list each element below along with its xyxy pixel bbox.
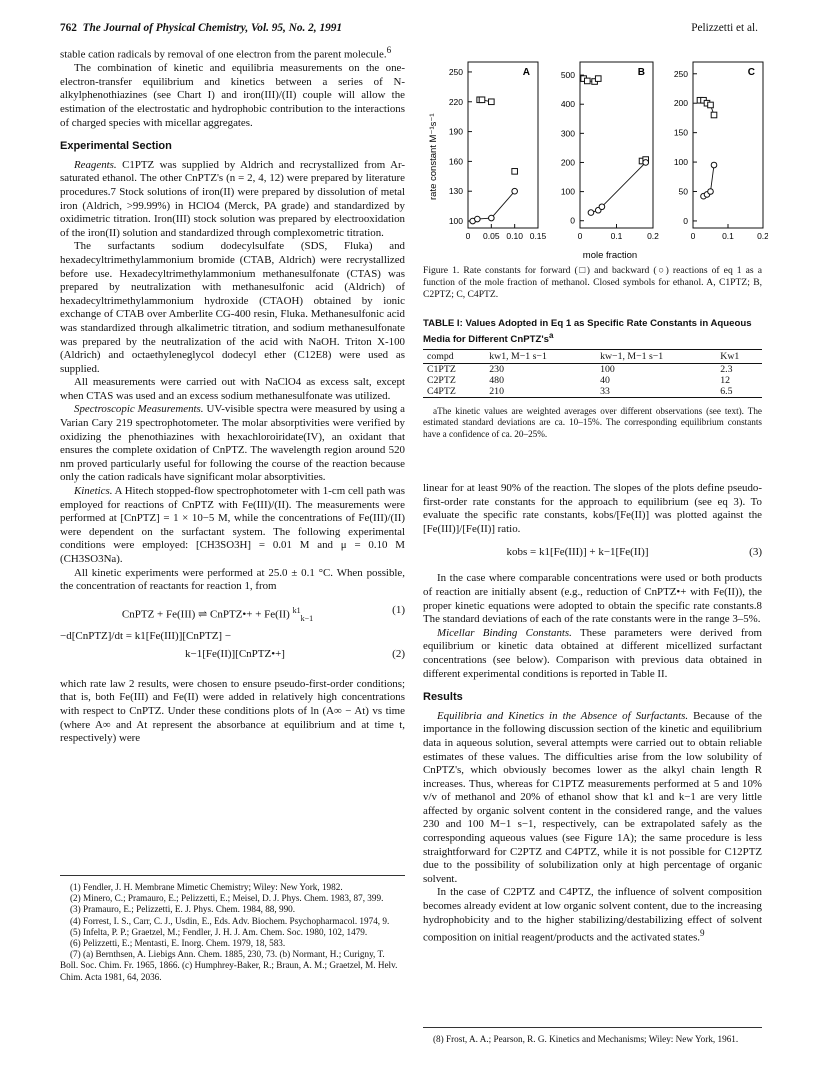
y-tick-label: 50 [678, 186, 688, 197]
table-row [423, 386, 762, 398]
footnote: (7) (a) Bernthsen, A. Liebigs Ann. Chem. 1885, 230, 73. (b) Normant, H.; Curigny, T. Boll. Soc. Chim. Fr. 1965, 1866. (c) Humphrey-Baker, R.; Braun, A. M.; Graetzel, M. Helv. Chim. Acta 1981, 64, 2036. [60, 949, 398, 982]
figure-1-plots [418, 50, 768, 265]
paragraph-surfactants: The surfactants sodium dodecylsulfate (SDS, Fluka) and hexadecyltrimethylammonium bromide (CTAB, Aldrich) were recrystallized before use. Hexadecyltrimethylammonium methanesulfonate (CTAS) was prepared by neutralization with methanesulfonic acid (Aldrich) of hexadecyltrimethylammonium hydroxide (CTAOH) obtained by ionic exchange of CTAB over Amberlite CG-400 resin, Fluka. Methanesulfonic acid was standardized through alkalimetric titration, and sodium methanesulfonate was prepared by the neutralization of the acid with NaOH. Triton X-100 (Aldrich) and octaethyleneglycol dodecyl ether (C12E8) were used as supplied. [60, 240, 405, 375]
table-row [423, 364, 762, 376]
paragraph-equilibria: Equilibria and Kinetics in the Absence of Surfactants. Because of the importance in the following discussion section of the kinetic and equilibrium data in aqueous solution, several attempts were carried out to obtain reliable estimates of these values. The difficulties arise from the low solubility of CnPTZ's, which obviously becomes lower as the alkyl chain length R increases. Thus, whereas for C1PTZ measurements performed at 5 and 10% v/v of methanol and 20% of ethanol show that k1 and k−1 are very little affected by organic solvent content in the considered range, and the values 230 and 100 M−1 s−1, respectively, can be extrapolated safely as the corresponding aqueous values (see Figure 1A); the same procedure is less straightforward for C2PTZ and C4PTZ, while it is not possible for C12PTZ due to the possibility of solubilization only at high percentage of organic solvent. [423, 709, 762, 885]
equation-2-line-1: −d[CnPTZ]/dt = k1[Fe(III)][CnPTZ] − [60, 629, 232, 642]
paragraph-intro-1: stable cation radicals by removal of one electron from the parent molecule.$^6$ [60, 45, 392, 61]
x-tick-label: 0.2 [647, 231, 659, 241]
equation-3 [423, 543, 762, 565]
table-cell: 100 [600, 364, 615, 376]
heading-experimental: Experimental Section [60, 140, 172, 153]
circle-marker [512, 188, 518, 194]
square-marker [708, 102, 714, 108]
journal-running-head [60, 22, 342, 34]
circle-marker [489, 215, 495, 221]
journal-title: The Journal of Physical Chemistry, Vol. 95, No. 2, 1991 [82, 22, 343, 34]
table-cell: 6.5 [720, 386, 733, 398]
table-row [423, 375, 762, 386]
equation-1-k-forward: k1 [292, 605, 301, 615]
equation-2 [60, 630, 405, 670]
table-1 [423, 318, 762, 440]
paragraph-all-kinetic: All kinetic experiments were performed at 25.0 ± 0.1 °C. When possible, the concentration of reactants for reaction 1, from [60, 566, 405, 593]
circle-marker [475, 216, 481, 222]
square-marker [512, 169, 518, 175]
square-marker [489, 99, 495, 105]
square-marker [479, 97, 485, 103]
y-tick-label: 200 [560, 157, 575, 168]
figure-1-caption: Figure 1. Rate constants for forward (□) and backward (○) reactions of eq 1 as a function of the mole fraction of methanol. Closed symbols for ethanol. A, C1PTZ; B, C2PTZ; C, C4PTZ. [423, 265, 762, 300]
table-1-footnote: aThe kinetic values are weighted averages over different observations (see text). The estimated standard deviations are ca. 10–15%. The corresponding equilibrium constants have a confidence of ca. 20–25%. [423, 406, 762, 439]
paragraph-linear: linear for at least 90% of the reaction. The slopes of the plots define pseudo-first-order rate constants for the approach to equilibrium (see eq 3). To evaluate the specific rate constants, kobs/[Fe(II)] was plotted against the [Fe(III)]/[Fe(II)] ratio. [423, 482, 762, 535]
paragraph-intro-2: The combination of kinetic and equilibria measurements on the one-electron-transfer equilibrium and kinetics between a series of N-alkylphenothiazines (see Chart I) and iron(III)/(II) couple will allow the estimation of the electrostatic and hydrophobic contribution to the interactions of charged species with micellar aggregates. [60, 62, 405, 129]
equation-1-number: (1) [392, 603, 405, 616]
column-header: kw−1, M−1 s−1 [596, 350, 716, 364]
footnote: (8) Frost, A. A.; Pearson, R. G. Kinetics and Mechanisms; Wiley: New York, 1961. [433, 1034, 739, 1044]
x-tick-label: 0 [465, 231, 471, 241]
table-1-grid [423, 349, 762, 398]
circle-marker [588, 210, 594, 216]
y-tick-label: 190 [448, 126, 463, 137]
plot-frame [693, 62, 763, 228]
heading-results: Results [423, 691, 463, 704]
equation-3-body: kobs = k1[Fe(III)] + k−1[Fe(II)] [506, 546, 649, 559]
y-tick-label: 0 [570, 215, 575, 226]
equation-1-k-backward: k−1 [300, 613, 314, 623]
paragraph-after-eq2: which rate law 2 results, were chosen to ensure pseudo-first-order conditions; that is, both Fe(III) and Fe(II) were added in relatively high concentrations with respect to CnPTZ. Under these conditions plots of ln (A∞ − At) vs time (where A∞ and At represent the absorbance at equilibrium and at time t, respectively) were [60, 677, 405, 745]
y-tick-label: 130 [448, 186, 463, 197]
x-axis-label: mole fraction [582, 250, 638, 261]
equation-1-body: CnPTZ + Fe(III) ⇌ CnPTZ•+ + Fe(II) [121, 608, 290, 621]
y-tick-label: 150 [673, 127, 688, 138]
x-tick-label: 0 [690, 231, 696, 241]
paragraph-case: In the case of C2PTZ and C4PTZ, the influence of solvent composition becomes already evident at low organic solvent content, due to the increasing hydrophobicity and to the higher stabilizing/destabilizing effect of solvent composition on initial reagent/products and the activated states.$^9$ [423, 886, 762, 944]
paragraph-reagents: Reagents. C1PTZ was supplied by Aldrich and recrystallized from Ar-saturated ethanol. The other CnPTZ's (n = 2, 4, 12) were prepared by literature procedures.7 Stock solutions of iron(II) were prepared by dissolution of metal iron (Aldrich, >99.99%) in HClO4 (Merck, PA grade) and standardized by oxidimetric titration. Iron(III) stock solution was prepared by electrooxidation of the iron(II) solution and standardized through complexometric titration. [60, 158, 405, 239]
y-tick-label: 160 [448, 156, 463, 167]
plot-frame [468, 62, 538, 228]
page-number: 762 [60, 22, 77, 34]
left-column [60, 44, 405, 746]
x-tick-label: 0.05 [483, 231, 500, 241]
equation-1 [60, 601, 405, 623]
table-1-caption: TABLE I: Values Adopted in Eq 1 as Specific Rate Constants in Aqueous Media for Different $CnPTZ's^a$ [423, 318, 752, 345]
equation-3-number: (3) [749, 546, 762, 559]
table-cell: 33 [600, 386, 610, 398]
column-header: Kw1 [716, 350, 762, 364]
figure-1 [418, 50, 768, 265]
y-tick-label: 400 [560, 99, 575, 110]
panel-label: C [747, 67, 755, 78]
footnote: (3) Pramauro, E.; Pelizzetti, E. J. Phys. Chem. 1984, 88, 990. [70, 904, 296, 915]
column-header: kw1, M−1 s−1 [485, 350, 596, 364]
right-column [423, 482, 762, 945]
table-header-row [423, 350, 762, 364]
y-tick-label: 200 [673, 98, 688, 109]
y-tick-label: 250 [673, 68, 688, 79]
footnotes-left [60, 875, 405, 983]
circle-marker [643, 160, 649, 166]
table-cell: 210 [489, 386, 504, 398]
plot-frame [580, 62, 653, 228]
y-tick-label: 100 [673, 157, 688, 168]
footnote: (4) Forrest, I. S., Carr, C. J., Usdin, E., Eds. Adv. Biochem. Psychopharmacol. 1974, 9. [70, 915, 390, 926]
x-tick-label: 0 [577, 231, 583, 241]
page-header [60, 22, 758, 38]
x-tick-label: 0.2 [757, 231, 768, 241]
square-marker [585, 78, 591, 84]
footnote: (2) Minero, C.; Pramauro, E.; Pelizzetti, E.; Meisel, D. J. Phys. Chem. 1983, 87, 399. [70, 893, 384, 904]
square-marker [711, 112, 717, 118]
x-tick-label: 0.1 [610, 231, 623, 241]
y-tick-label: 250 [448, 66, 463, 77]
x-tick-label: 0.10 [506, 231, 523, 241]
circle-marker [711, 162, 717, 168]
footnote: (6) Pelizzetti, E.; Mentasti, E. Inorg. Chem. 1979, 18, 583. [70, 938, 286, 949]
footnote: (5) Infelta, P. P.; Graetzel, M.; Fendler, J. H. J. Am. Chem. Soc. 1980, 102, 1479. [70, 926, 368, 937]
footnotes-right [423, 1027, 762, 1045]
table-cell: C1PTZ [427, 364, 456, 376]
panel-label: B [637, 67, 645, 78]
author-running-head: Pelizzetti et al. [691, 22, 758, 34]
paragraph-micellar: Micellar Binding Constants. These parameters were derived from equilibrium or kinetic data obtained at different micellized surfactant concentrations (see below). Comparison with previous data obtained in different experimental conditions is reported in Table II. [423, 626, 762, 680]
circle-marker [708, 189, 714, 195]
square-marker [595, 76, 601, 82]
y-axis-label: rate constant M⁻¹s⁻¹ [428, 113, 439, 200]
table-cell: 2.3 [720, 364, 733, 376]
paragraph-comparable: In the case where comparable concentrations were used or both products of reaction are initially absent (e.g., reduction of CnPTZ•+ with Fe(II)), the proper kinetic equations were adopted to obtain the specific rate constants.8 The standard deviations of each of the rate constants were in the range 3–5%. [423, 572, 762, 626]
table-cell: C2PTZ [427, 375, 456, 387]
table-cell: 480 [489, 375, 504, 387]
table-cell: 230 [489, 364, 504, 376]
paragraph-naclo4: All measurements were carried out with NaClO4 as excess salt, except when CTAS was used and an excess sodium methanesulfonate was utilized. [60, 376, 405, 402]
x-tick-label: 0.1 [722, 231, 734, 241]
equation-2-number: (2) [392, 647, 405, 660]
x-tick-label: 0.15 [529, 231, 547, 241]
paragraph-kinetics: Kinetics. A Hitech stopped-flow spectrophotometer with 1-cm cell path was employed for reactions of CnPTZ with Fe(III)/(II). The measurements were performed at [CnPTZ] = 1 × 10−5 M, while the concentrations of Fe(III)/(II) were dependent on the surfactant system. The following experimental conditions were employed: [CH3SO3H] = 0.01 M and μ = 0.10 M (CH3SO3Na). [60, 485, 405, 565]
y-tick-label: 500 [560, 70, 575, 81]
table-cell: C4PTZ [427, 386, 456, 398]
table-cell: 12 [720, 375, 731, 387]
footnote: (1) Fendler, J. H. Membrane Mimetic Chemistry; Wiley: New York, 1982. [70, 882, 343, 892]
y-tick-label: 0 [683, 215, 688, 226]
y-tick-label: 100 [560, 186, 575, 197]
column-header: compd [423, 350, 485, 364]
y-tick-label: 220 [448, 96, 463, 107]
paragraph-spectroscopic: Spectroscopic Measurements. UV-visible spectra were measured by using a Varian Cary 219 spectrophotometer. The molar absorptivities were verified by oxidizing the phenothiazines with hexachloroiridate(IV), an oxidant that ensures the complete oxidation of CnPTZ. The wavelength region around 520 nm proved particularly useful for following the course of the reaction because only the cation radicals have significant molar absorptivities. [60, 403, 406, 484]
y-tick-label: 100 [448, 216, 463, 227]
table-cell: 40 [600, 375, 610, 387]
circle-marker [599, 204, 605, 210]
panel-label: A [522, 67, 530, 78]
equation-2-line-2: k−1[Fe(II)][CnPTZ•+] [185, 647, 285, 660]
y-tick-label: 300 [560, 128, 575, 139]
